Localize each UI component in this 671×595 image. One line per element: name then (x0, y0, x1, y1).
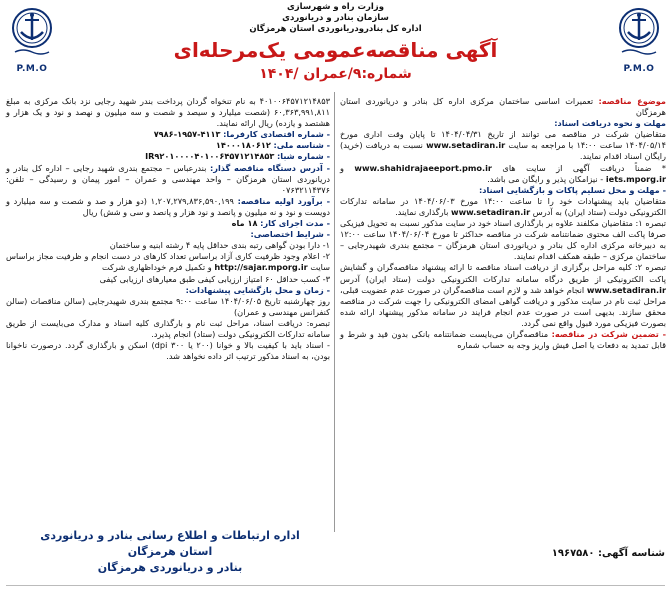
opening-label: - زمان و محل بازگشایی پیشنهادات: (185, 284, 330, 295)
economic-code-value: ۴۱۱۳-۱۹۵۷-۷۹۸۶ (153, 129, 221, 140)
ministry-line-2: سازمان بنادر و دریانوردی (282, 13, 389, 23)
shahidrajaee-link[interactable]: www.shahidrajaeeport.pmo.ir (354, 162, 492, 173)
notice-header (0, 0, 671, 92)
ministry-line-3: اداره کل بنادرودریانوردی استان هرمزگان (249, 24, 422, 34)
note-2-text-1: تبصره ۲: کلیه مراحل برگزاری از دریافت اسناد مناقصه تا ارائه پیشنهاد مناقصه‌گران و گشایش پاکت الکترونیکی از طریق درگاه سامانه تدارکات الکترونیکی دولت (ستاد ایران) آدرس (340, 262, 666, 284)
submit-paragraph (340, 196, 666, 218)
estimate-paragraph (6, 196, 330, 218)
national-id-value: ۱۴۰۰۰۱۸۰۶۱۲ (215, 140, 271, 151)
sheba-row (6, 151, 330, 162)
docs-text-1: متقاضیان شرکت در مناقصه می توانند از تاریخ ۱۴۰۴/۰۴/۳۱ تا پایان وقت اداری مورخ ۱۴۰۴/۰۵/۱۴ ساعت ۱۴:۰۰ با مراجعه به سایت (340, 129, 666, 151)
sheba-value: IR۹۲۰۱۰۰۰۰۴۰۱۰۰۶۴۵۷۱۲۱۴۸۵۳ (145, 151, 275, 162)
conditions-heading (6, 229, 330, 240)
economic-code-row (6, 129, 330, 140)
notice-title: آگهی مناقصه‌عمومی یک‌مرحله‌ای (173, 38, 498, 62)
condition-3: ۳- کسب حداقل ۶۰ امتیاز ارزیابی کیفی طبق معیارهای ارزیابی کیفی (99, 273, 330, 284)
setadiran-link-1[interactable]: www.setadiran.ir (426, 140, 506, 151)
duration-row (6, 218, 330, 229)
note-4-paragraph: - اسناد باید با کیفیت بالا و خوانا (۲۰۰ یا ۳۰۰ dpi) اسکن و بارگذاری گردد. درصورت ناخوانا بودن، به اسناد مذکور ترتیب اثر داده نخواهد شد. (6, 340, 330, 362)
anchor-emblem-icon (9, 6, 55, 62)
address-text: بندرعباس – مجتمع بندری شهید رجایی – اداره کل بنادر و دریانوردی استان هرمزگان – واحد مهندسی و عمران – امور پیمان و رسیدگی – تلفن: ۰۷۶۳۲۱۱۴۳۷۶ (6, 162, 330, 195)
footer-organization (30, 528, 310, 576)
condition-1: ۱- دارا بودن گواهی رتبه بندی حداقل پایه ۴ رشته ابنیه و ساختمان (109, 240, 330, 251)
note-3-paragraph: تبصره: دریافت اسناد، مراحل ثبت نام و بارگذاری کلیه اسناد و مدارک می‌بایست از طریق سامانه تدارکات الکترونیکی دولت (ستاد) انجام پذیرد. (6, 317, 330, 339)
submit-label: - مهلت و محل تسلیم پاکات و بازگشایی اسناد: (478, 184, 666, 195)
docs-paragraph (340, 129, 666, 162)
guarantee-label: - تضمین شرکت در مناقصه: (551, 328, 666, 339)
setadiran-link-3[interactable]: www.setadiran.ir (586, 284, 666, 295)
opening-heading (6, 285, 330, 296)
subject-text: تعمیرات اساسی ساختمان مرکزی اداره کل بنادر و دریانوردی استان هرمزگان (340, 96, 666, 118)
estimate-label: - برآورد اولیه مناقصه: (237, 195, 330, 206)
condition-2-text-b: و تکمیل فرم خوداظهاری شرکت (101, 262, 212, 273)
docs-label: مهلت و نحوه دریافت اسناد: (554, 118, 666, 129)
opening-paragraph: روز چهارشنبه تاریخ ۱۴۰۴/۰۶/۰۵ ساعت ۹:۰۰ مجتمع بندری شهیدرجایی (سالن مناقصات (سالن کنفرانس مهندسی و عمران) (6, 295, 330, 317)
pmo-label-right: P.M.O (623, 64, 655, 74)
subject-paragraph (340, 96, 666, 118)
guarantee-text: مناقصه‌گران می‌بایست ضمانتنامه بانکی بدون قید و شرط و قابل تمدید به دفعات یا اصل فیش واریز وجه به حساب شماره (340, 328, 666, 351)
submit-text-2: بارگذاری نمایند. (395, 206, 449, 217)
note-2-paragraph (340, 262, 666, 329)
subject-label: موضوع مناقصه: (598, 96, 666, 106)
setadiran-link-2[interactable]: www.setadiran.ir (451, 206, 531, 217)
guarantee-paragraph (340, 329, 666, 351)
ad-number: شناسه آگهی: ۱۹۶۷۵۸۰ (551, 548, 665, 559)
conditions-label: - شرایط اختصاصی: (250, 229, 330, 240)
national-id-row (6, 140, 330, 151)
column-divider (334, 92, 335, 532)
left-column (6, 96, 330, 362)
notice-number: شماره:۹/عمران /۱۴۰۴ (259, 66, 412, 82)
bottom-divider (6, 585, 665, 586)
pmo-logo-right (611, 6, 667, 86)
anchor-emblem-icon (616, 6, 662, 62)
footer-org-line-1: اداره ارتباطات و اطلاع رسانی بنادر و دریانوردی استان هرمزگان (40, 529, 300, 558)
account-paragraph: ۴۰۱۰۰۶۴۵۷۱۲۱۴۸۵۳ به نام تنخواه گردان پرداخت بندر شهید رجایی نزد بانک مرکزی به مبلغ ۶۰,۳۶۳,۹۹۱,۸۱۱ (شصت میلیارد و سیصد و شصت و سه میلیون و نهصد و نود و یک هزار و هشتصد و یازده) ریال ارائه نمایند. (6, 96, 330, 129)
sheba-label: - شماره شبا: (276, 151, 330, 162)
sajar-link[interactable]: http://sajar.mporg.ir (214, 262, 308, 273)
docs-note-paragraph (340, 163, 666, 185)
docs-note-1: * ضمناً دریافت آگهی از سایت های (502, 162, 667, 173)
duration-label: - مدت اجرای کار: (260, 218, 330, 229)
docs-heading (340, 118, 666, 129)
address-label: - آدرس دستگاه مناقصه گذار: (209, 162, 330, 173)
ministry-line-1: وزارت راه و شهرسازی (286, 2, 384, 12)
pmo-logo-left (4, 6, 60, 86)
national-id-label: - شناسه ملی: (273, 140, 330, 151)
note-2-text-2: انجام خواهد شد و لازم است مناقصه‌گران در صورت عدم عضویت قبلی، مراحل ثبت نام در سایت مذکور و دریافت گواهی امضای الکترونیکی را جهت شرکت در مناقصه محقق سازند. بدیهی است در صورت عدم انجام فرایند در سامانه مذکور پیشنهاد ارائه شده بصورت فیزیکی مورد قبول واقع نمی گردد. (340, 284, 666, 328)
note-1-paragraph: تبصره ۱: متقاضیان مکلفند علاوه بر بارگذاری اسناد خود در سایت مذکور نسبت به تحویل فیزیکی صرفا پاکت الف محتوی ضمانتنامه شرکت در مناقصه حداکثر تا مورخ ۱۴۰۴/۰۶/۰۴ ساعت ۱۲:۰۰ به دبیرخانه مرکزی اداره کل بنادر و دریانوردی استان هرمزگان – مجتمع بندری شهیدرجایی – ساختمان مرکزی – طبقه همکف اقدام نمایند. (340, 218, 666, 262)
condition-2-text-a: ۲- اعلام وجود ظرفیت کاری آزاد براساس تعداد کارهای در دست انجام و ظرفیت مجاز براساس سایت (6, 251, 330, 273)
iets-link[interactable]: iets.mporg.ir (605, 173, 666, 184)
docs-text-2: نسبت به دریافت (خرید) رایگان اسناد اقدام نمایند. (340, 140, 666, 162)
condition-2 (6, 251, 330, 273)
footer-org-line-2: بنادر و دریانوردی هرمزگان (97, 561, 243, 574)
address-paragraph (6, 163, 330, 196)
pmo-label-left: P.M.O (16, 64, 48, 74)
submit-heading (340, 185, 666, 196)
right-column (340, 96, 666, 351)
estimate-text: ۱,۲۰۷,۲۷۹,۸۳۶,۵۹۰,۱۹۹ (دو هزار و صد و شصت و سه میلیارد و دویست و نود و نه میلیون و پانصد و نود هزار و پانصد و سی و شش) ریال (6, 195, 330, 217)
economic-code-label: - شماره اقتصادی کارفرما: (223, 129, 330, 140)
duration-value: ۱۸ ماه (231, 218, 258, 229)
docs-and: و (340, 162, 344, 173)
submit-text-1: متقاضیان باید پیشنهادات خود را تا ساعت ۱۴:۰۰ مورخ ۱۴۰۴/۰۶/۰۳ در سامانه تدارکات الکترونیکی دولت (ستاد ایران) به آدرس (340, 195, 667, 217)
docs-note-2: - نیزامکان پذیر و رایگان می باشد. (487, 173, 604, 184)
